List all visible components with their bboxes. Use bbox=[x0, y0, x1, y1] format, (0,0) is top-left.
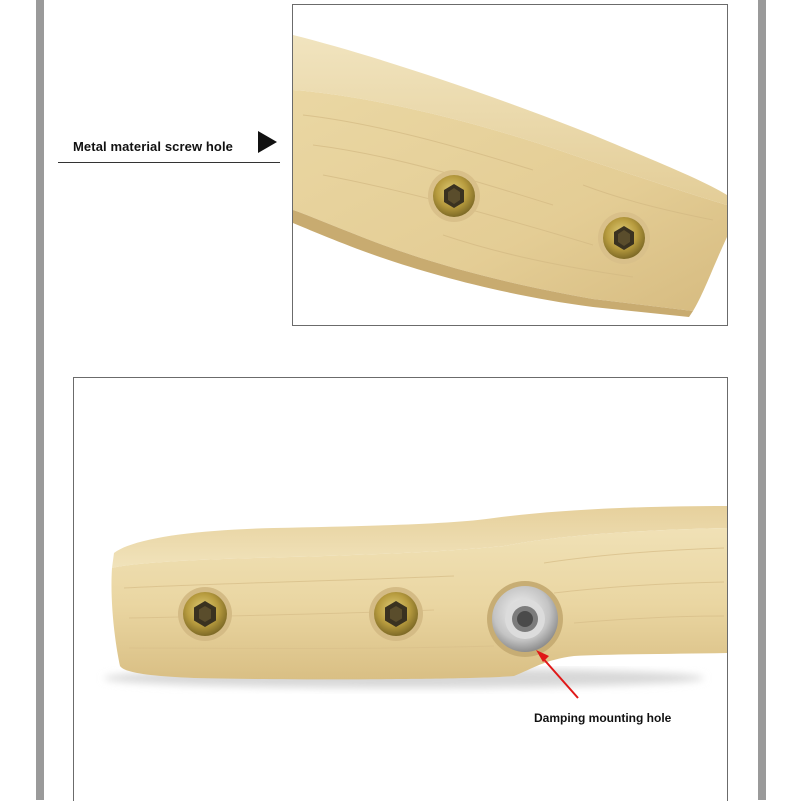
bottom-photo-panel bbox=[73, 377, 728, 801]
top-photo-panel bbox=[292, 4, 728, 326]
screw-insert-1 bbox=[428, 170, 480, 222]
wooden-handle-side-photo bbox=[74, 378, 727, 801]
screw-insert-4 bbox=[369, 587, 423, 641]
metal-screw-hole-label: Metal material screw hole bbox=[73, 139, 234, 154]
pointer-arrow-icon bbox=[258, 131, 277, 153]
screw-insert-2 bbox=[598, 212, 650, 264]
label-underline bbox=[58, 162, 280, 163]
screw-insert-3 bbox=[178, 587, 232, 641]
wooden-handle-end-photo bbox=[293, 5, 727, 325]
left-gray-bar bbox=[36, 0, 44, 800]
damping-mounting-hole-label: Damping mounting hole bbox=[534, 711, 672, 725]
red-arrow-icon bbox=[520, 630, 600, 710]
right-gray-bar bbox=[758, 0, 766, 800]
